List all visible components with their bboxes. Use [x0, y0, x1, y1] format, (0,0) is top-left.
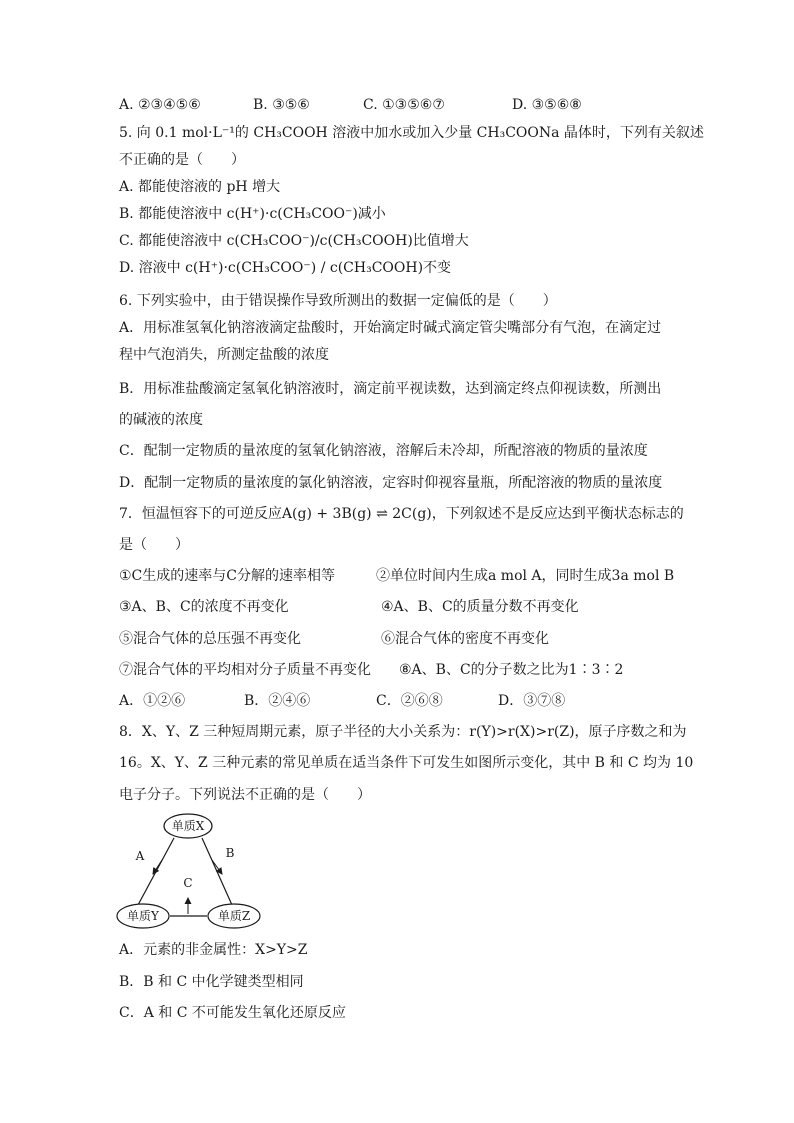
q5-option-a: A. 都能使溶液的 pH 增大	[119, 179, 281, 195]
label-c: C	[183, 876, 193, 890]
q5-option-b: B. 都能使溶液中 c(H⁺)·c(CH₃COO⁻)减小	[119, 206, 386, 222]
q4-option-a: A. ②③④⑤⑥	[119, 97, 201, 113]
q7-stem-line2: 是（ ）	[119, 537, 189, 553]
q7-statement-4: ④A、B、C的质量分数不再变化	[381, 599, 579, 615]
q6-option-b-line1: B．用标准盐酸滴定氢氧化钠溶液时，滴定前平视读数，达到滴定终点仰视读数，所测出	[119, 381, 662, 397]
label-b: B	[225, 846, 235, 860]
q4-option-c: C. ①③⑤⑥⑦	[363, 97, 445, 113]
q5-option-c: C. 都能使溶液中 c(CH₃COO⁻)/c(CH₃COOH)比值增大	[119, 233, 469, 249]
q7-statement-8: ⑧A、B、C的分子数之比为1∶3∶2	[399, 662, 624, 678]
q7-statement-2: ②单位时间内生成a mol A，同时生成3a mol B	[376, 568, 675, 584]
q7-statement-3: ③A、B、C的浓度不再变化	[119, 599, 289, 615]
q6-option-b-line2: 的碱液的浓度	[119, 412, 203, 428]
arrow-a	[153, 860, 162, 874]
q5-stem-line2: 不正确的是（ ）	[119, 152, 245, 168]
q8-stem-line2: 16。X、Y、Z 三种元素的常见单质在适当条件下可发生如图所示变化，其中 B 和 C 均为 10	[119, 755, 694, 771]
q7-stem-line1: 7．恒温恒容下的可逆反应A(g) + 3B(g) ⇌ 2C(g)，下列叙述不是反应达到平衡状态标志的	[119, 506, 684, 522]
q8-option-b: B．B 和 C 中化学键类型相同	[119, 974, 304, 990]
q5-option-d: D. 溶液中 c(H⁺)·c(CH₃COO⁻) / c(CH₃COOH)不变	[119, 260, 452, 276]
q7-option-a: A．①②⑥	[119, 693, 186, 709]
q7-statement-7: ⑦混合气体的平均相对分子质量不再变化	[119, 662, 371, 678]
q5-stem-line1: 5. 向 0.1 mol·L⁻¹的 CH₃COOH 溶液中加水或加入少量 CH₃COONa 晶体时，下列有关叙述	[119, 125, 704, 141]
node-z-label: 单质Z	[217, 909, 251, 923]
q7-statement-1: ①C生成的速率与C分解的速率相等	[119, 568, 335, 584]
q7-option-c: C．②⑥⑧	[376, 693, 443, 709]
q6-option-c: C．配制一定物质的量浓度的氢氧化钠溶液，溶解后未冷却，所配溶液的物质的量浓度	[119, 443, 648, 459]
q7-statement-6: ⑥混合气体的密度不再变化	[381, 631, 549, 647]
q8-stem-line1: 8．X、Y、Z 三种短周期元素，原子半径的大小关系为：r(Y)>r(X)>r(Z)，原子序数之和为	[119, 724, 687, 740]
q6-option-a-line2: 程中气泡消失，所测定盐酸的浓度	[119, 347, 329, 363]
q7-option-b: B．②④⑥	[244, 693, 311, 709]
label-a: A	[135, 849, 145, 863]
q8-option-c: C．A 和 C 不可能发生氧化还原反应	[119, 1005, 346, 1021]
q4-option-d: D. ③⑤⑥⑧	[512, 97, 582, 113]
reaction-triangle-diagram	[112, 810, 272, 930]
q7-statement-5: ⑤混合气体的总压强不再变化	[119, 631, 301, 647]
q6-stem: 6. 下列实验中，由于错误操作导致所测出的数据一定偏低的是（ ）	[119, 293, 557, 309]
q6-option-d: D．配制一定物质的量浓度的氯化钠溶液，定容时仰视容量瓶，所配溶液的物质的量浓度	[119, 475, 663, 491]
node-x-label: 单质X	[171, 819, 205, 833]
q8-option-a: A．元素的非金属性：X>Y>Z	[119, 942, 308, 958]
q4-option-b: B. ③⑤⑥	[253, 97, 310, 113]
q7-option-d: D．③⑦⑧	[498, 693, 566, 709]
node-y-label: 单质Y	[127, 909, 159, 923]
q8-stem-line3: 电子分子。下列说法不正确的是（ ）	[119, 787, 371, 803]
q6-option-a-line1: A．用标准氢氧化钠溶液滴定盐酸时，开始滴定时碱式滴定管尖嘴部分有气泡，在滴定过	[119, 320, 662, 336]
